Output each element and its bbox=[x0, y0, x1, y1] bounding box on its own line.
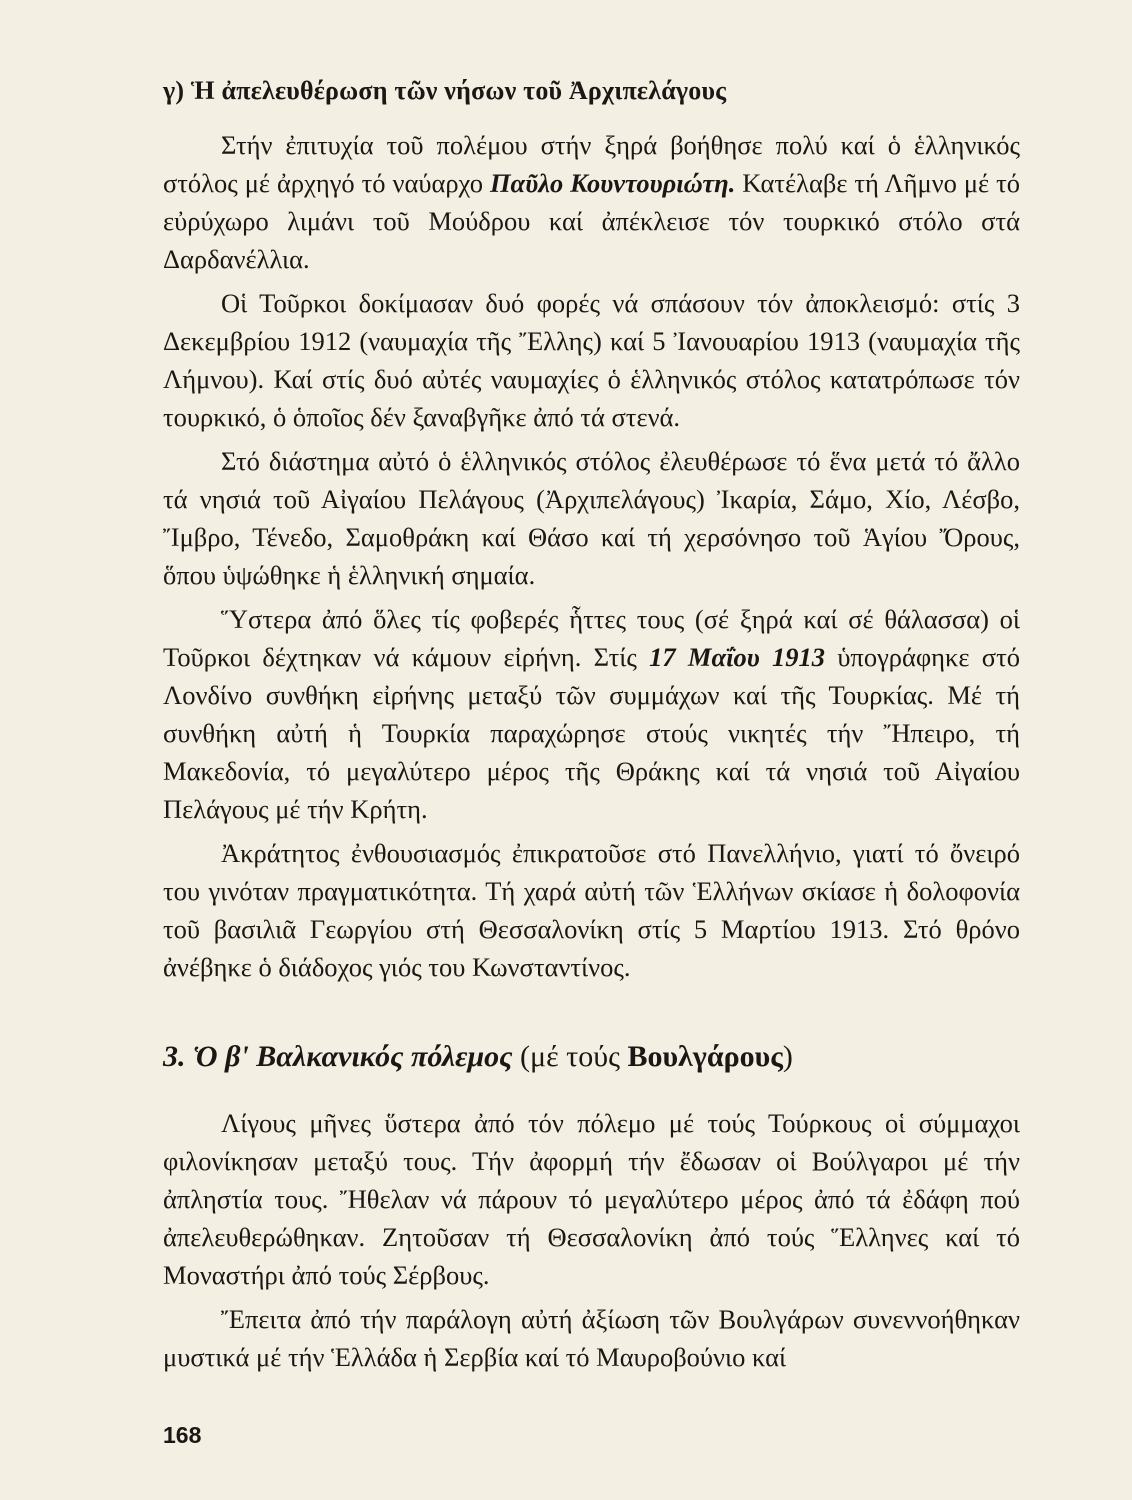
subsection-heading: γ) Ἡ ἀπελευθέρωση τῶν νήσων τοῦ Ἀρχιπελάγους bbox=[163, 76, 727, 105]
admiral-name: Παῦλο Κουντουριώτη. bbox=[489, 168, 736, 198]
paragraph-blockade: Οἱ Τοῦρκοι δοκίμασαν δυό φορές νά σπάσουν τόν ἀποκλεισμό: στίς 3 Δεκεμβρίου 1912 (ναυμαχία τῆς Ἔλλης) καί 5 Ἰανουαρίου 1913 (ναυμαχία τῆς Λήμνου). Καί στίς δυό αὐτές ναυμαχίες ὁ ἑλληνικός στόλος κατατρόπωσε τόν τουρκικό, ὁ ὁποῖος δέν ξαναβγῆκε ἀπό τά στενά. bbox=[163, 288, 1020, 432]
paragraph-treaty bbox=[163, 600, 1020, 828]
section-2-text bbox=[163, 1104, 1020, 1382]
section-title bbox=[163, 1040, 1023, 1074]
paragraph-dispute: Λίγους μῆνες ὕστερα ἀπό τόν πόλεμο μέ τούς Τούρκους οἱ σύμμαχοι φιλονίκησαν μεταξύ τους. Τήν ἀφορμή τήν ἔδωσαν οἱ Βούλγαροι μέ τήν ἀπληστία τους. Ἤθελαν νά πάρουν τό μεγαλύτερο μέρος ἀπό τά ἐδάφη πού ἀπελευθερώθηκαν. Ζητοῦσαν τή Θεσσαλονίκη ἀπό τούς Ἕλληνες καί τό Μοναστήρι ἀπό τούς Σέρβους. bbox=[163, 1108, 1020, 1290]
treaty-date: 17 Μαΐου 1913 bbox=[649, 642, 826, 672]
paragraph-fleet bbox=[163, 126, 1020, 278]
paragraph-fleet-text-1: Στήν ἐπιτυχία τοῦ πολέμου στήν ξηρά βοήθησε πολύ καί ὁ ἑλληνικός στόλος μέ ἀρχηγό τό ναύαρχο bbox=[163, 130, 1020, 198]
paragraph-treaty-text-2: ὑπογράφηκε στό Λονδίνο συνθήκη εἰρήνης μεταξύ τῶν συμμάχων καί τῆς Τουρκίας. Μέ τή συνθήκη αὐτή ἡ Τουρκία παραχώρησε στούς νικητές τήν Ἤπειρο, τή Μακεδονία, τό μεγαλύτερο μέρος τῆς Θράκης καί τά νησιά τοῦ Αἰγαίου Πελάγους μέ τήν Κρήτη. bbox=[163, 642, 1020, 824]
paragraph-fleet-text-2: Κατέλαβε τή Λῆμνο μέ τό εὐρύχωρο λιμάνι τοῦ Μούδρου καί ἀπέκλεισε τόν τουρκικό στόλο στά Δαρδανέλλια. bbox=[163, 168, 1020, 274]
section-title-open: (μέ τούς bbox=[512, 1040, 628, 1073]
section-title-main: 3. Ὁ β' Βαλκανικός πόλεμος bbox=[163, 1040, 513, 1073]
paragraph-treaty-text-1: Ὕστερα ἀπό ὅλες τίς φοβερές ἧττες τους (σέ ξηρά καί σέ θάλασσα) οἱ Τοῦρκοι δέχτηκαν νά κάμουν εἰρήνη. Στίς bbox=[163, 604, 1020, 672]
section-1-text bbox=[163, 126, 1020, 992]
page-number: 168 bbox=[163, 1422, 202, 1448]
section-title-close: ) bbox=[782, 1040, 793, 1073]
paragraph-enthusiasm: Ἀκράτητος ἐνθουσιασμός ἐπικρατοῦσε στό Πανελλήνιο, γιατί τό ὄνειρό του γινόταν πραγματικότητα. Τή χαρά αὐτή τῶν Ἑλλήνων σκίασε ἡ δολοφονία τοῦ βασιλιᾶ Γεωργίου στή Θεσσαλονίκη στίς 5 Μαρτίου 1913. Στό θρόνο ἀνέβηκε ὁ διάδοχος γιός του Κωνσταντίνος. bbox=[163, 838, 1020, 982]
paragraph-islands: Στό διάστημα αὐτό ὁ ἑλληνικός στόλος ἐλευθέρωσε τό ἕνα μετά τό ἄλλο τά νησιά τοῦ Αἰγαίου Πελάγους (Ἀρχιπελάγους) Ἰκαρία, Σάμο, Χίο, Λέσβο, Ἴμβρο, Τένεδο, Σαμοθράκη καί Θάσο καί τή χερσόνησο τοῦ Ἁγίου Ὄρους, ὅπου ὑψώθηκε ἡ ἑλληνική σημαία. bbox=[163, 446, 1020, 590]
section-title-enemy: Βουλγάρους bbox=[627, 1040, 783, 1073]
paragraph-alliance: Ἔπειτα ἀπό τήν παράλογη αὐτή ἀξίωση τῶν Βουλγάρων συνεννοήθηκαν μυστικά μέ τήν Ἑλλάδα ἡ Σερβία καί τό Μαυροβούνιο καί bbox=[163, 1304, 1020, 1372]
